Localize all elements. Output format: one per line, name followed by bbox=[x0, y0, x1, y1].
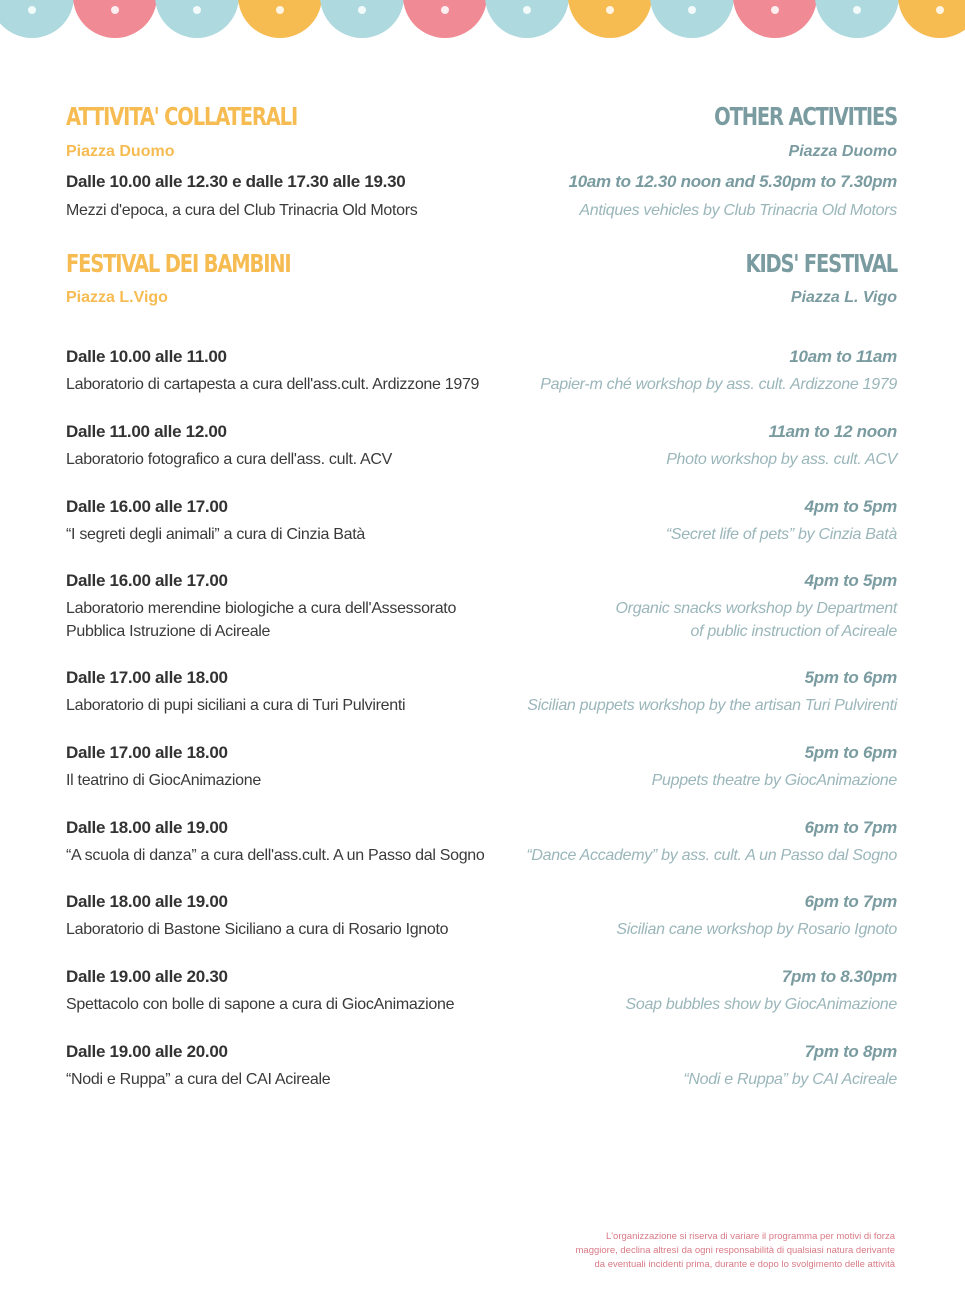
scallop-shape bbox=[238, 0, 322, 38]
list-item bbox=[66, 347, 506, 396]
collateral-time-en: 10am to 12.30 noon and 5.30pm to 7.30pm bbox=[568, 172, 897, 191]
list-item bbox=[457, 497, 897, 546]
scallop-dot bbox=[936, 6, 944, 14]
event-desc: Laboratorio fotografico a cura dell'ass. cult. ACV bbox=[66, 451, 393, 468]
list-item bbox=[66, 967, 506, 1016]
event-desc: Organic snacks workshop by Department bbox=[615, 600, 897, 617]
event-time: 5pm to 6pm bbox=[804, 743, 897, 762]
disclaimer-footnote: L'organizzazione si riserva di variare il programma per motivi di forza maggiore, declina altresì da ogni responsabilità di qualsiasi natura derivante da eventuali incidenti prima, durante e dopo lo svolgimento delle attività bbox=[575, 1231, 895, 1270]
list-item bbox=[66, 668, 506, 717]
event-desc: Papier-m ché workshop by ass. cult. Ardizzone 1979 bbox=[540, 376, 897, 393]
scallop-shape bbox=[403, 0, 487, 38]
list-item bbox=[66, 1042, 506, 1091]
event-desc: Sicilian cane workshop by Rosario Ignoto bbox=[616, 921, 897, 938]
scallop-dot bbox=[771, 6, 779, 14]
event-desc: “Nodi e Ruppa” a cura del CAI Acireale bbox=[66, 1071, 331, 1088]
scallop-shape bbox=[155, 0, 239, 38]
event-time: 11am to 12 noon bbox=[768, 422, 897, 441]
list-item bbox=[66, 743, 506, 792]
event-desc: Spettacolo con bolle di sapone a cura di GiocAnimazione bbox=[66, 996, 455, 1013]
event-time: 6pm to 7pm bbox=[804, 892, 897, 911]
scallop-dot bbox=[193, 6, 201, 14]
event-desc: Il teatrino di GiocAnimazione bbox=[66, 772, 261, 789]
list-item bbox=[66, 497, 506, 546]
kids-title-en: KIDS' FESTIVAL bbox=[745, 249, 897, 278]
event-time: 6pm to 7pm bbox=[804, 818, 897, 837]
event-time: 5pm to 6pm bbox=[804, 668, 897, 687]
event-desc: “Dance Accademy” by ass. cult. A un Passo dal Sogno bbox=[526, 847, 897, 864]
event-desc: Laboratorio di pupi siciliani a cura di Turi Pulvirenti bbox=[66, 697, 406, 714]
list-item bbox=[457, 668, 897, 717]
event-desc: Soap bubbles show by GiocAnimazione bbox=[625, 996, 897, 1013]
collateral-title-it bbox=[66, 104, 506, 129]
event-desc: Laboratorio merendine biologiche a cura dell'Assessorato bbox=[66, 600, 457, 617]
event-desc: “Nodi e Ruppa” by CAI Acireale bbox=[683, 1071, 897, 1088]
collateral-title-en: OTHER ACTIVITIES bbox=[714, 102, 897, 131]
event-desc-line2: of public instruction of Acireale bbox=[690, 623, 897, 640]
event-time: Dalle 18.00 alle 19.00 bbox=[66, 818, 228, 837]
event-time: Dalle 17.00 alle 18.00 bbox=[66, 743, 228, 762]
list-item bbox=[457, 818, 897, 867]
scallop-shape bbox=[898, 0, 965, 38]
collateral-time-it: Dalle 10.00 alle 12.30 e dalle 17.30 alle 19.30 bbox=[66, 172, 406, 191]
event-time: Dalle 16.00 alle 17.00 bbox=[66, 571, 228, 590]
event-time: Dalle 16.00 alle 17.00 bbox=[66, 497, 228, 516]
event-time: 10am to 11am bbox=[789, 347, 897, 366]
scallop-shape bbox=[73, 0, 157, 38]
scallop-dot bbox=[606, 6, 614, 14]
list-item bbox=[457, 892, 897, 941]
event-desc: Laboratorio di cartapesta a cura dell'ass.cult. Ardizzone 1979 bbox=[66, 376, 480, 393]
list-item bbox=[457, 1042, 897, 1091]
event-desc-line2: Pubblica Istruzione di Acireale bbox=[66, 623, 271, 640]
scallop-shape bbox=[650, 0, 734, 38]
list-item bbox=[457, 967, 897, 1016]
scallop-border bbox=[0, 0, 965, 42]
event-desc: Sicilian puppets workshop by the artisan Turi Pulvirenti bbox=[527, 697, 897, 714]
list-item bbox=[457, 422, 897, 471]
collateral-desc-en: Antiques vehicles by Club Trinacria Old Motors bbox=[579, 202, 897, 219]
scallop-dot bbox=[441, 6, 449, 14]
scallop-shape bbox=[320, 0, 404, 38]
scallop-dot bbox=[358, 6, 366, 14]
event-time: Dalle 17.00 alle 18.00 bbox=[66, 668, 228, 687]
event-time: 7pm to 8.30pm bbox=[781, 967, 897, 986]
event-desc: “A scuola di danza” a cura dell'ass.cult. A un Passo dal Sogno bbox=[66, 847, 485, 864]
event-desc: Photo workshop by ass. cult. ACV bbox=[666, 451, 897, 468]
scallop-dot bbox=[853, 6, 861, 14]
event-time: Dalle 10.00 alle 11.00 bbox=[66, 347, 227, 366]
scallop-shape bbox=[733, 0, 817, 38]
collateral-location-en: Piazza Duomo bbox=[788, 143, 897, 160]
event-desc: “I segreti degli animali” a cura di Cinzia Batà bbox=[66, 526, 365, 543]
kids-title-it: FESTIVAL DEI BAMBINI bbox=[66, 249, 291, 278]
event-time: 4pm to 5pm bbox=[804, 571, 897, 590]
scallop-dot bbox=[28, 6, 36, 14]
kids-location-en: Piazza L. Vigo bbox=[790, 289, 897, 306]
list-item bbox=[457, 347, 897, 396]
scallop-shape bbox=[0, 0, 74, 38]
event-time: Dalle 11.00 alle 12.00 bbox=[66, 422, 227, 441]
event-time: Dalle 19.00 alle 20.00 bbox=[66, 1042, 228, 1061]
scallop-dot bbox=[276, 6, 284, 14]
event-time: 4pm to 5pm bbox=[804, 497, 897, 516]
event-desc: Puppets theatre by GiocAnimazione bbox=[651, 772, 897, 789]
section-heading: ATTIVITA' COLLATERALI bbox=[66, 102, 298, 131]
scallop-shape bbox=[485, 0, 569, 38]
scallop-dot bbox=[523, 6, 531, 14]
scallop-dot bbox=[688, 6, 696, 14]
list-item bbox=[457, 743, 897, 792]
event-time: 7pm to 8pm bbox=[804, 1042, 897, 1061]
kids-location-it: Piazza L.Vigo bbox=[66, 289, 168, 306]
list-item bbox=[66, 892, 506, 941]
event-desc: “Secret life of pets” by Cinzia Batà bbox=[665, 526, 897, 543]
scallop-dot bbox=[111, 6, 119, 14]
event-desc: Laboratorio di Bastone Siciliano a cura di Rosario Ignoto bbox=[66, 921, 449, 938]
event-time: Dalle 18.00 alle 19.00 bbox=[66, 892, 228, 911]
collateral-desc-it: Mezzi d'epoca, a cura del Club Trinacria Old Motors bbox=[66, 202, 418, 219]
event-time: Dalle 19.00 alle 20.30 bbox=[66, 967, 228, 986]
list-item bbox=[66, 818, 506, 867]
scallop-shape bbox=[568, 0, 652, 38]
collateral-location-it: Piazza Duomo bbox=[66, 143, 175, 160]
list-item bbox=[66, 422, 506, 471]
list-item bbox=[457, 571, 897, 643]
scallop-shape bbox=[815, 0, 899, 38]
list-item bbox=[66, 571, 506, 643]
